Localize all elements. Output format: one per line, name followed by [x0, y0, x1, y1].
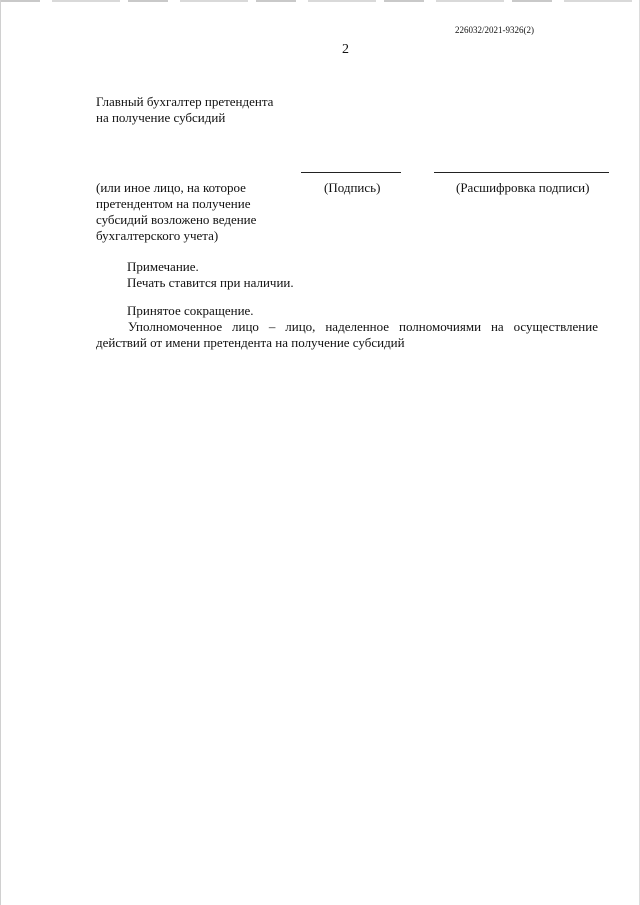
scan-edge-top: [0, 0, 640, 2]
abbreviation-definition-line2: действий от имени претендента на получение субсидий: [96, 335, 405, 350]
abbreviation-heading: Принятое сокращение.: [127, 303, 254, 318]
signature-line: [301, 172, 401, 173]
other-person-note-line2: претендентом на получение: [96, 196, 251, 211]
abbreviation-definition-line1: [96, 319, 598, 335]
signature-transcript-caption: (Расшифровка подписи): [456, 180, 590, 195]
document-registration-number: 226032/2021-9326(2): [455, 25, 534, 35]
signature-caption: (Подпись): [324, 180, 381, 195]
chief-accountant-title-line1: Главный бухгалтер претендента: [96, 94, 274, 109]
chief-accountant-title-line2: на получение субсидий: [96, 110, 226, 125]
note-text: Печать ставится при наличии.: [127, 275, 294, 290]
other-person-note-line1: (или иное лицо, на которое: [96, 180, 246, 195]
other-person-note-line4: бухгалтерского учета): [96, 228, 219, 243]
scan-edge-left: [0, 0, 1, 905]
other-person-note-line3: субсидий возложено ведение: [96, 212, 257, 227]
abbreviation-definition-text-line1: Уполномоченное лицо – лицо, наделенное полномочиями на осуществление: [128, 319, 598, 334]
note-heading: Примечание.: [127, 259, 199, 274]
signature-transcript-line: [434, 172, 609, 173]
page-number: 2: [342, 42, 349, 57]
